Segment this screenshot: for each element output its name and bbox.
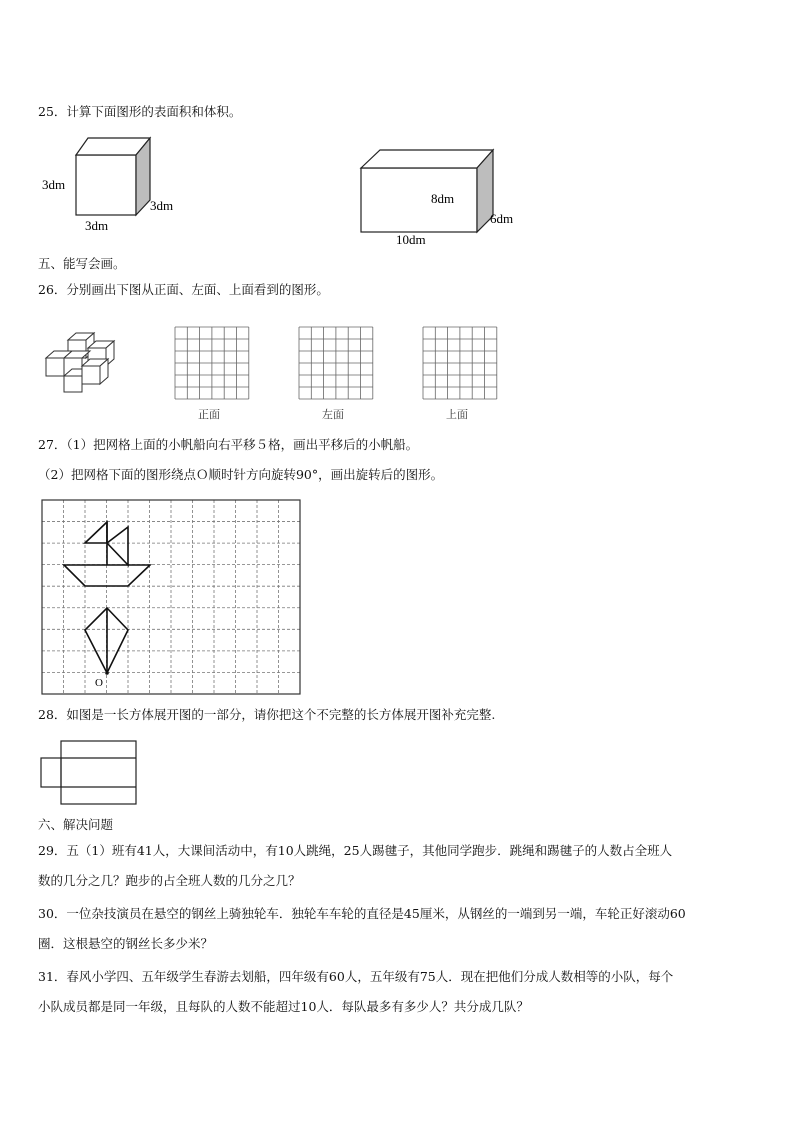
cuboid-length-label: 10dm [396,232,426,247]
cuboid-height-label: 8dm [431,191,455,206]
kite-shape [85,608,128,673]
section-six-heading: 六、解决问题 [38,817,114,832]
q30-line1: 30．一位杂技演员在悬空的钢丝上骑独轮车．独轮车车轮的直径是45厘米，从钢丝的一端到另一端，车轮正好滚动60 [38,906,686,921]
cuboid-width-label: 6dm [490,211,514,226]
q29-line2: 数的几分之几？跑步的占全班人数的几分之几？ [38,873,301,888]
q28-net-figure [38,738,148,808]
q31-line2: 小队成员都是同一年级，且每队的人数不能超过10人．每队最多有多少人？共分成几队？ [38,999,529,1014]
view-grid-top [420,324,500,424]
q28-title: 28．如图是一长方体展开图的一部分，请你把这个不完整的长方体展开图补充完整. [38,707,496,722]
cube-length-label: 3dm [85,218,109,233]
q27-part2: （2）把网格下面的图形绕点Ｏ顺时针方向旋转90°，画出旋转后的图形。 [38,467,444,482]
point-o-label: O [95,677,103,689]
q25-cube-figure [38,128,188,238]
point-o-marker [105,671,109,675]
sailboat-shape [64,522,150,586]
cube-width-label: 3dm [150,198,174,213]
view-grid-label: 正面 [198,408,220,421]
view-grid-label: 左面 [322,408,344,421]
view-grid-left [296,324,376,424]
cube-stack-figure [42,326,132,396]
q26-title: 26．分别画出下图从正面、左面、上面看到的图形。 [38,282,329,297]
q30-line2: 圈．这根悬空的钢丝长多少米？ [38,936,214,951]
q27-grid-figure [40,498,305,698]
view-grid-label: 上面 [446,408,468,421]
q29-line1: 29．五（1）班有41人，大课间活动中，有10人跳绳，25人踢毽子，其他同学跑步．跳绳和踢毽子的人数占全班人 [38,843,673,858]
view-grid-front [172,324,252,424]
cube-height-label: 3dm [42,177,66,192]
q25-cuboid-figure [358,146,528,250]
section-five-heading: 五、能写会画。 [38,256,126,271]
q31-line1: 31．春风小学四、五年级学生春游去划船，四年级有60人，五年级有75人．现在把他们分成人数相等的小队，每个 [38,969,674,984]
q25-title: 25．计算下面图形的表面积和体积。 [38,104,242,119]
q27-part1: 27．（1）把网格上面的小帆船向右平移５格，画出平移后的小帆船。 [38,437,419,452]
